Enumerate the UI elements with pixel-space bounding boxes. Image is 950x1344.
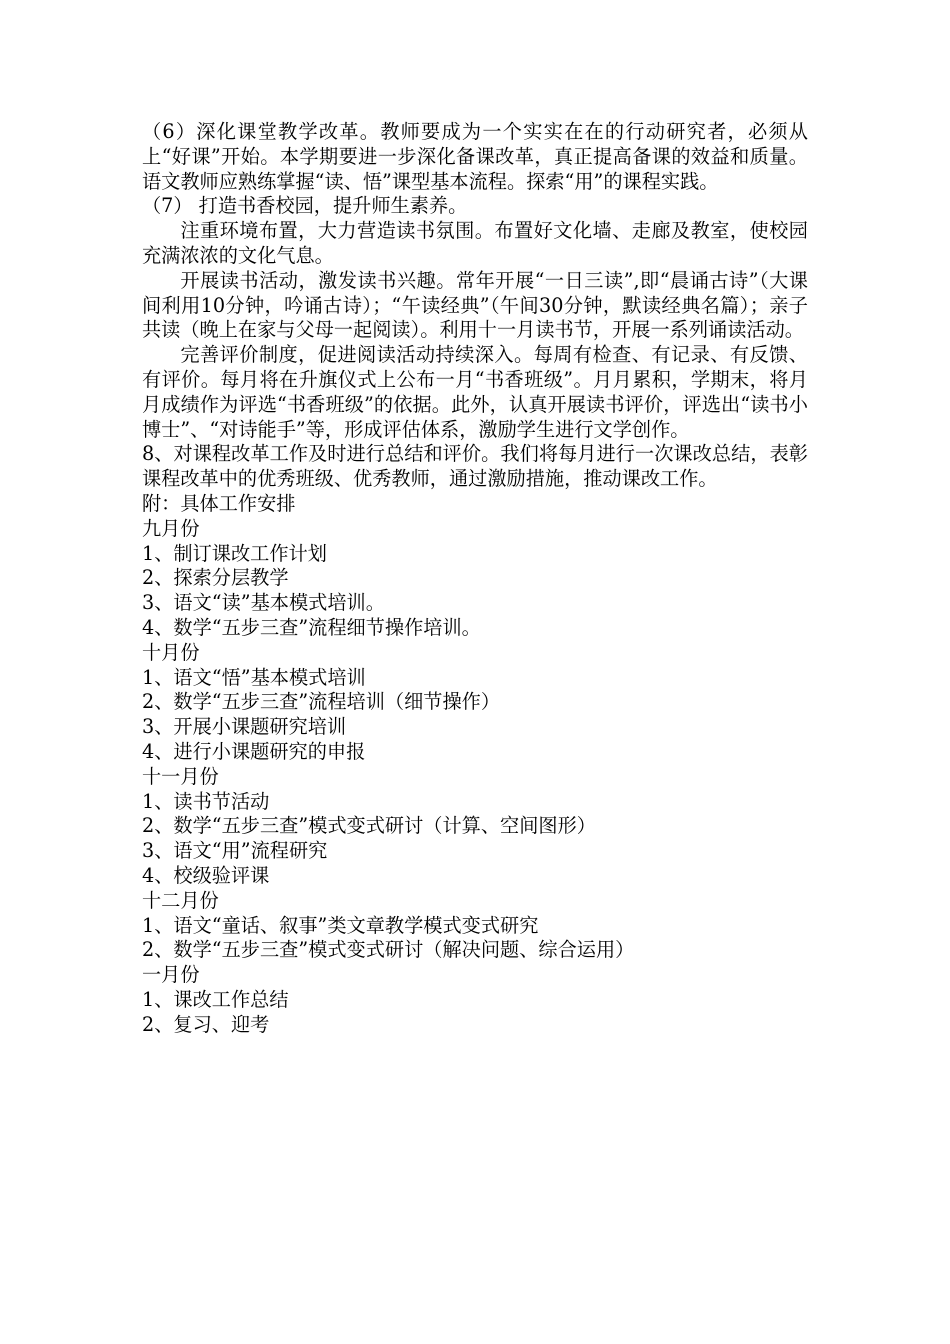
schedule-item: 2、数学“五步三查”模式变式研讨（解决问题、综合运用） xyxy=(142,938,635,962)
schedule-item: 1、语文“童话、叙事”类文章教学模式变式研究 xyxy=(142,913,539,937)
month-section-october xyxy=(142,641,808,765)
paragraph-summary-review: 8、对课程改革工作及时进行总结和评价。我们将每月进行一次课改总结，表彰课程改革中的优秀班级、优秀教师，通过激励措施，推动课改工作。 xyxy=(142,442,808,491)
document-page xyxy=(142,120,808,1037)
schedule-heading: 附：具体工作安排 xyxy=(142,491,296,515)
schedule-item: 3、开展小课题研究培训 xyxy=(142,715,347,739)
paragraph-scholarly-campus: （7） 打造书香校园，提升师生素养。 xyxy=(142,194,468,218)
schedule-item: 2、复习、迎考 xyxy=(142,1012,270,1036)
month-title: 十月份 xyxy=(142,640,200,664)
month-section-december xyxy=(142,889,808,963)
schedule-item: 4、校级验评课 xyxy=(142,863,270,887)
month-section-january xyxy=(142,963,808,1037)
month-section-november xyxy=(142,765,808,889)
month-title: 一月份 xyxy=(142,963,200,987)
schedule-item: 4、数学“五步三查”流程细节操作培训。 xyxy=(142,615,481,639)
schedule-item: 4、进行小课题研究的申报 xyxy=(142,739,366,763)
paragraph-evaluation-system: 完善评价制度，促进阅读活动持续深入。每周有检查、有记录、有反馈、有评价。每月将在升旗仪式上公布一月“书香班级”。月月累积，学期末，将月月成绩作为评选“书香班级”的依据。此外，认真开展读书评价，评选出“读书小博士”、“对诗能手”等，形成评估体系，激励学生进行文学创作。 xyxy=(142,343,808,441)
schedule-item: 1、制订课改工作计划 xyxy=(142,541,327,565)
month-title: 十二月份 xyxy=(142,888,219,912)
paragraph-environment: 注重环境布置，大力营造读书氛围。布置好文化墙、走廊及教室，使校园充满浓浓的文化气息。 xyxy=(142,219,808,267)
month-title: 十一月份 xyxy=(142,764,219,788)
schedule-item: 2、数学“五步三查”流程培训（细节操作） xyxy=(142,690,501,714)
month-section-september xyxy=(142,517,808,641)
paragraph-reading-activities: 开展读书活动，激发读书兴趣。常年开展“一日三读”,即“晨诵古诗”（大课间利用10分钟，吟诵古诗）；“午读经典”（午间30分钟，默读经典名篇）；亲子共读（晚上在家与父母一起阅读）。利用十一月读书节，开展一系列诵读活动。 xyxy=(142,268,808,342)
schedule-item: 3、语文“读”基本模式培训。 xyxy=(142,591,385,615)
schedule-item: 2、数学“五步三查”模式变式研讨（计算、空间图形） xyxy=(142,814,596,838)
month-title: 九月份 xyxy=(142,516,200,540)
schedule-item: 1、读书节活动 xyxy=(142,789,270,813)
paragraph-classroom-reform: （6）深化课堂教学改革。教师要成为一个实实在在的行动研究者，必须从上“好课”开始。本学期要进一步深化备课改革，真正提高备课的效益和质量。语文教师应熟练掌握“读、悟”课型基本流程。探索“用”的课程实践。 xyxy=(142,120,808,193)
schedule-item: 1、语文“悟”基本模式培训 xyxy=(142,665,366,689)
schedule-item: 2、探索分层教学 xyxy=(142,566,289,590)
schedule-item: 3、语文“用”流程研究 xyxy=(142,839,328,863)
schedule-item: 1、课改工作总结 xyxy=(142,987,289,1011)
